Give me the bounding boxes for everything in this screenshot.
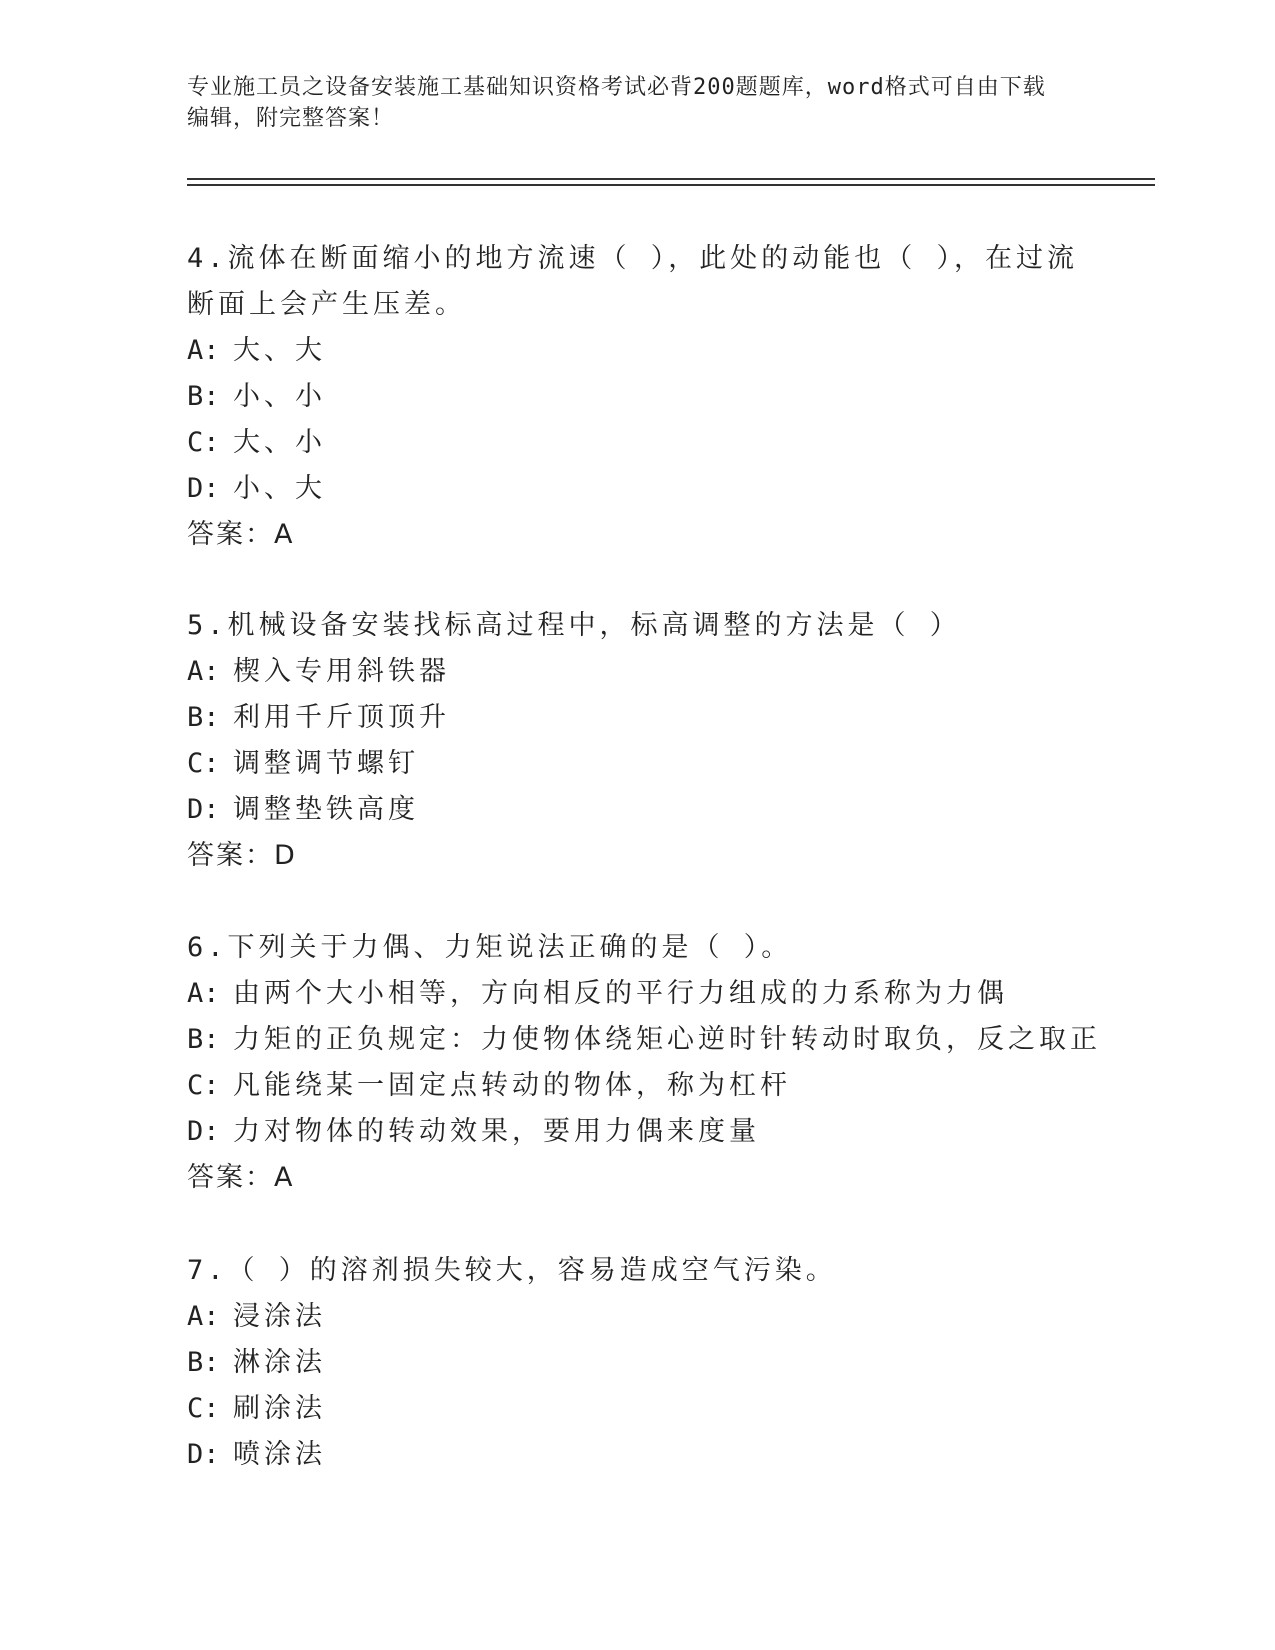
option-text: 小、大 <box>233 473 326 504</box>
question-stem: 7.（ ）的溶剂损失较大，容易造成空气污染。 <box>187 1255 837 1286</box>
question-stem: 4.流体在断面缩小的地方流速（ ），此处的动能也（ ），在过流断面上会产生压差。 <box>187 243 1079 320</box>
option-text: 利用千斤顶顶升 <box>233 702 450 733</box>
option-text: 浸涂法 <box>233 1301 326 1332</box>
option-c <box>187 420 1087 466</box>
option-b <box>187 695 1087 741</box>
option-key: C: <box>187 427 220 458</box>
option-d <box>187 1109 1087 1155</box>
header-divider-bottom <box>187 184 1155 186</box>
option-b <box>187 1017 1101 1063</box>
option-key: B: <box>187 1024 220 1055</box>
option-key: C: <box>187 748 220 779</box>
option-key: B: <box>187 381 220 412</box>
option-key: B: <box>187 1347 220 1378</box>
answer: 答案：D <box>187 840 297 871</box>
option-c <box>187 1386 1087 1432</box>
answer: 答案：A <box>187 1162 295 1193</box>
option-key: A: <box>187 978 220 1009</box>
question-7 <box>187 1248 1087 1478</box>
option-key: D: <box>187 1116 220 1147</box>
option-key: A: <box>187 656 220 687</box>
option-text: 力矩的正负规定：力使物体绕矩心逆时针转动时取负，反之取正 <box>233 1024 1101 1055</box>
option-text: 淋涂法 <box>233 1347 326 1378</box>
option-text: 楔入专用斜铁器 <box>233 656 450 687</box>
question-4 <box>187 236 1087 558</box>
header-divider-top <box>187 178 1155 180</box>
option-key: D: <box>187 1439 220 1470</box>
option-key: C: <box>187 1393 220 1424</box>
question-stem: 5.机械设备安装找标高过程中，标高调整的方法是（ ） <box>187 610 961 641</box>
option-text: 大、小 <box>233 427 326 458</box>
option-a <box>187 649 1087 695</box>
option-key: D: <box>187 794 220 825</box>
option-text: 力对物体的转动效果，要用力偶来度量 <box>233 1116 760 1147</box>
question-6 <box>187 925 1101 1201</box>
option-d <box>187 1432 1087 1478</box>
option-key: A: <box>187 1301 220 1332</box>
option-text: 调整垫铁高度 <box>233 794 419 825</box>
question-5 <box>187 603 1087 879</box>
document-header: 专业施工员之设备安装施工基础知识资格考试必背200题题库，word格式可自由下载编辑，附完整答案！ <box>187 75 1046 131</box>
option-key: C: <box>187 1070 220 1101</box>
option-key: A: <box>187 335 220 366</box>
option-c <box>187 1063 1087 1109</box>
option-text: 凡能绕某一固定点转动的物体，称为杠杆 <box>233 1070 791 1101</box>
option-key: D: <box>187 473 220 504</box>
option-text: 由两个大小相等，方向相反的平行力组成的力系称为力偶 <box>233 978 1008 1009</box>
answer: 答案：A <box>187 519 295 550</box>
option-text: 小、小 <box>233 381 326 412</box>
option-d <box>187 466 1087 512</box>
option-text: 大、大 <box>233 335 326 366</box>
option-b <box>187 374 1087 420</box>
option-d <box>187 787 1087 833</box>
option-c <box>187 741 1087 787</box>
option-text: 刷涂法 <box>233 1393 326 1424</box>
option-a <box>187 971 1087 1017</box>
option-a <box>187 1294 1087 1340</box>
option-a <box>187 328 1087 374</box>
option-b <box>187 1340 1087 1386</box>
option-key: B: <box>187 702 220 733</box>
question-stem: 6.下列关于力偶、力矩说法正确的是（ ）。 <box>187 932 793 963</box>
option-text: 喷涂法 <box>233 1439 326 1470</box>
option-text: 调整调节螺钉 <box>233 748 419 779</box>
